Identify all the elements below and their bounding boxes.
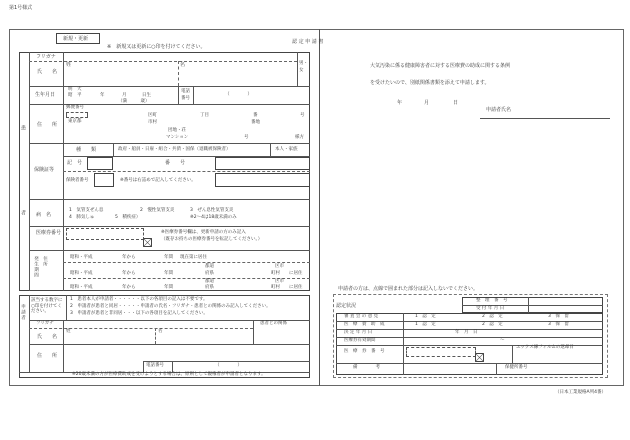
sex-label[interactable]: 男・女 [299,61,308,74]
onset-kushi-2: 区市 [275,279,284,284]
onset-era-1[interactable]: 昭和・平成 [70,255,93,260]
received-label: 受 付 年 月 日 [476,306,505,311]
address-go: 号 [300,113,305,118]
onset-from-1: 年から [122,255,136,260]
postal-code-field[interactable] [66,112,88,118]
fill-note: 申請者の方は、点線で囲まれた部分は記入しないでください。 [338,286,479,292]
onset-to-3: 年間 [164,285,173,290]
insurer-no-label: 保険者番号 [66,178,89,183]
new-renewal-label: 新規・更新 [63,36,89,42]
office-row-5 [336,363,603,364]
row-line-7b [63,262,310,263]
onset-from-2: 年から [122,271,136,276]
row-line-7c [63,278,310,279]
onset-fuken-1: 府県 [205,271,214,276]
guardian-side-split [66,295,67,320]
guardian-footer-note: ※20歳未満の方が医療費助成を受けようとする場合は、原則として親権者が申請者となります。 [72,372,266,377]
given-label: 名 [180,62,186,68]
nintei-3[interactable]: 3 保 留 [548,314,569,319]
cert-note-1: ※医療券番号欄は、更新申請の方のみ記入 [161,230,246,235]
onset-to-2: 年間 [164,271,173,276]
disease-4[interactable]: 4 肺気しゅ [69,215,95,220]
guardian-address-label: 住 所 [37,353,58,359]
nintei-b2[interactable]: 2 認 定 [482,322,503,327]
insurance-self-family[interactable]: 本人・家族 [275,147,298,152]
address-mansion: マンション [166,135,189,140]
disease-1[interactable]: 1 気管支ぜん息 [69,208,104,213]
sex-col-line [297,52,298,86]
applicant-name-label: 申請者氏名 [486,107,512,113]
disease-5[interactable]: 5 積疾症） [115,215,141,220]
address-ban: 番 [253,113,258,118]
form-title: 認 定 申 請 書 [292,39,324,45]
onset-fuken-2: 府県 [205,285,214,290]
phone-col-line [193,86,194,104]
insurance-kind-options[interactable]: 政府・船員・日雇・組合・共済・国保（退職被保険者） [118,147,231,152]
nintei-b1[interactable]: 1 認 定 [415,322,436,327]
address-tokyo: 東京都 [68,119,82,124]
seiri-label: 整 理 番 号 [476,298,508,303]
insurance-label: 保険証等 [34,167,55,173]
furigana-label: フリガナ [36,54,56,60]
nintei-2[interactable]: 2 認 定 [482,314,503,319]
kenban-field[interactable] [406,347,476,357]
film-label: エックス線フィルムの返却日 [516,345,574,350]
surname-label: 姓 [66,62,72,68]
guardian-relation: 患者との関係 [260,321,287,326]
guardian-name-label: 氏 名 [37,334,58,340]
onset-chouson-1: 町村 [271,271,280,276]
phone-split [178,86,179,104]
guardian-phone-label: 電話番号 [146,363,164,368]
insurance-bango: 番 号 [165,160,186,166]
birth-label: 生年月日 [35,92,56,98]
address-label: 住 所 [37,122,58,128]
disease-label: 病 名 [36,212,52,218]
address-ku-cho: 区町 [148,113,157,118]
self-col-line [270,143,271,156]
address-danchi: 団地・荘 [168,128,186,133]
new-renewal-note: ※ 新規又は更新に○印を付けてください。 [107,44,206,50]
insurer-no-note: ※番号は右詰めで記入してください。 [120,178,196,183]
onset-kyoju-2: に居住 [289,285,303,290]
guardian-furigana-divider [29,328,253,329]
kenban-x-box[interactable] [475,353,484,362]
kenban-label: 医 療 券 番 号 [344,349,385,354]
law-line-1: 大気汚染に係る健康障害者に対する医療費の助成に関する条例 [370,63,511,69]
insurer-no-field-2[interactable] [215,173,310,187]
disease-3[interactable]: 3 ぜん息性気管支炎 [190,208,234,213]
birth-day: 日生 [142,93,151,98]
cert-note-2: （既存お持ちの医療券番号を転記してください。） [161,237,263,242]
insurer-no-field[interactable] [94,173,114,187]
row-line-3 [29,143,310,144]
name-split [178,61,179,86]
yuukou-wave: ～ [500,338,505,343]
film-col [512,345,513,363]
onset-kyoju-1: に居住 [289,271,303,276]
kigo-field[interactable] [87,157,113,170]
onset-from-3: 年から [122,285,136,290]
nintei-1[interactable]: 1 認 定 [415,314,436,319]
section-label-patient: 患 [20,125,26,131]
new-renewal-box[interactable] [56,33,100,44]
applicant-name-line [480,118,610,119]
onset-kushi-1: 区市 [275,264,284,269]
guardian-line-1[interactable]: 1 患者本人が申請者・・・・・・以下の各項目の記入は不要です。 [70,297,208,302]
form-id: 第1号様式 [9,5,33,11]
section-label-patient-2: 者 [20,210,26,216]
onset-label: 発生期間 [33,256,39,278]
cert-label: 医療券番号 [36,230,62,236]
side-col-line [29,52,30,291]
phone-paren[interactable]: （ ） [225,92,252,97]
row-line-4b [63,171,310,172]
guardian-phone-col-2 [172,361,173,372]
nintei-b3[interactable]: 3 保 留 [548,322,569,327]
onset-current: 現在第に居住 [180,255,207,260]
row-line-5 [29,199,310,200]
page-divider [319,29,320,386]
onset-sub-label: 住所 [42,256,48,267]
row-line-6 [29,226,310,227]
cert-number-field[interactable] [66,228,144,240]
name-label: 氏 名 [37,69,58,75]
guardian-line-2[interactable]: 2 申請者が患者と同居・・・・・申請者の氏名・フリガナ・患者との関係のみ記入してください。 [70,304,271,309]
insurance-kigo: 記 号 [67,160,83,166]
law-line-2: を受けたいので、別紙関係書類を添えて申請します。 [370,80,490,86]
guardian-name-split [155,328,156,344]
date-month: 月 [424,100,430,106]
birth-month: 月 [122,93,127,98]
shinsakai-label: 審 査 会 の 意 見 [344,314,379,319]
birth-year: 年 [100,93,105,98]
guardian-relation-col [253,320,254,344]
birth-age: （満 歳） [118,99,150,104]
office-title: 認定状況 [336,303,357,309]
address-shi-son: 市村 [148,120,157,125]
guardian-phone-top [143,361,310,362]
cert-x-box[interactable] [143,238,152,247]
guardian-row-2 [29,344,310,345]
date-year: 年 [397,100,403,106]
kettei-label: 決 定 年 月 日 [344,330,373,335]
bango-field[interactable] [215,157,310,170]
guardian-given: 名 [158,329,163,334]
onset-to-1: 年間 [164,255,173,260]
phone-label: 電話番号 [181,89,190,101]
guardian-section-label: 申請者 [20,304,26,321]
guardian-side-col [29,295,30,372]
bikou-label: 備 考 [353,365,380,370]
office-row-3 [336,337,603,338]
guardian-line-3[interactable]: 3 申請者が患者と非同居・・・以下の各項目を記入してください。 [70,311,208,316]
address-kata: 様方 [295,135,304,140]
disease-note: ※2～4は18歳未満のみ [190,215,237,220]
hokenja-label: 保健所番号 [505,365,528,370]
address-chome: 丁目 [200,113,209,118]
disease-2[interactable]: 2 慢性気管支炎 [140,208,175,213]
era-showa[interactable]: 昭 平 [68,93,82,98]
guardian-phone-paren[interactable]: （ ） [215,363,242,368]
guardian-furigana: フリガナ [36,321,54,326]
era-meiji[interactable]: 明 大 [68,87,82,92]
kettei-ymd: 年 月 日 [455,330,478,335]
onset-todofuken-2: 都道 [205,279,214,284]
guardian-phone-col [143,361,144,372]
address-banchi: 番地 [251,120,260,125]
guardian-surname: 姓 [66,329,71,334]
date-day: 日 [453,100,459,106]
guardian-side-text: 該当する数字に○印を付けてください。 [31,298,63,315]
postal-label: 郵便番号 [66,105,84,110]
iryouhi-label: 医 療 費 助 成 [344,322,385,327]
hokenja-col [496,363,497,375]
kind-col-line [113,143,114,156]
onset-era-2[interactable]: 昭和・平成 [70,271,93,276]
address-go2: 号 [244,135,249,140]
row-line-7 [29,250,310,251]
onset-era-3[interactable]: 昭和・平成 [70,285,93,290]
office-label-col [403,313,404,375]
insurance-kind-label: 種 類 [76,147,97,153]
yuukou-label: 医療券有効期間 [344,338,376,343]
onset-todofuken-1: 都道 [205,264,214,269]
jis-footer: （日本工業規格A列4番） [555,390,606,395]
onset-chouson-2: 町村 [271,285,280,290]
